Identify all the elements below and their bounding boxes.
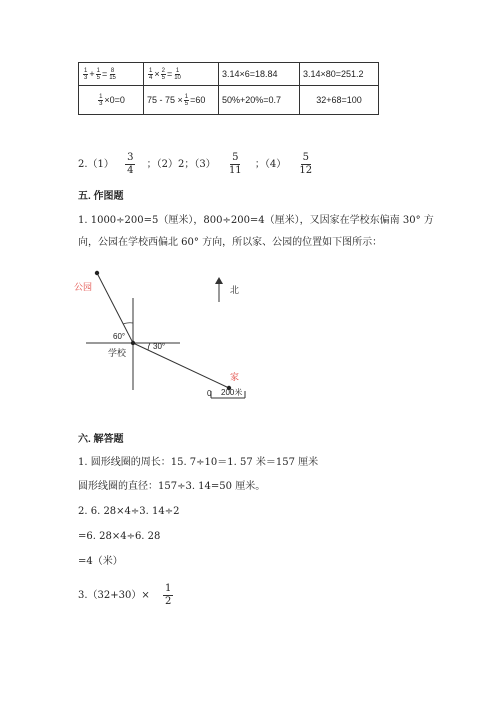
table-cell: $\frac{1}{4}$ × $\frac{2}{5}$ = $\frac{1}{10}$ bbox=[144, 63, 219, 86]
answer-line: 3.（32+30）× $\frac{1}{2}$ bbox=[78, 583, 172, 607]
school-label: 学校 bbox=[108, 348, 127, 358]
table-cell: $\frac{1}{3}$ + $\frac{1}{5}$ = $\frac{8}{15}$ bbox=[79, 63, 144, 86]
angle-30-label: 30° bbox=[153, 342, 166, 351]
north-label: 北 bbox=[230, 285, 240, 295]
scale-zero-label: 0 bbox=[207, 389, 212, 398]
question-2-line: 2.（1） $\frac{3}{4}$ ；（2）2；（3） $\frac{5}{11}$ ；（4） $\frac{5}{12}$ bbox=[78, 152, 313, 176]
table-cell: 50%+20%=0.7 bbox=[219, 86, 300, 115]
home-line bbox=[133, 343, 229, 388]
table-cell: 32+68=100 bbox=[300, 86, 379, 115]
angle-arc-60 bbox=[123, 323, 133, 324]
table-cell: 75 - 75 × $\frac{1}{5}$ =60 bbox=[144, 86, 219, 115]
table-cell: 3.14×6=18.84 bbox=[219, 63, 300, 86]
angle-arc-30 bbox=[148, 343, 150, 350]
table-cell: $\frac{1}{3}$ ×0=0 bbox=[79, 86, 144, 115]
home-label: 家 bbox=[230, 372, 240, 382]
park-label: 公园 bbox=[74, 282, 93, 292]
answer-line: 2. 6. 28×4÷3. 14÷2 bbox=[78, 506, 180, 517]
scale-length-label: 200米 bbox=[221, 388, 243, 397]
section-5-line-1: 1. 1000÷200=5（厘米），800÷200=4（厘米），又因家在学校东偏南 30° 方 bbox=[78, 215, 434, 226]
table-cell: 3.14×80=251.2 bbox=[300, 63, 379, 86]
answer-line: =6. 28×4÷6. 28 bbox=[78, 531, 161, 542]
north-arrow-icon bbox=[215, 277, 223, 284]
answer-line: 圆形线圈的直径：157÷3. 14=50 厘米。 bbox=[78, 481, 266, 492]
angle-60-label: 60° bbox=[113, 332, 126, 341]
school-point bbox=[131, 341, 135, 345]
answer-line: 1. 圆形线圈的周长：15. 7÷10＝1. 57 米＝157 厘米 bbox=[78, 457, 319, 468]
section-5-line-2: 向，公园在学校西偏北 60° 方向，所以家、公园的位置如下图所示： bbox=[78, 237, 383, 248]
section-6-heading: 六. 解答题 bbox=[78, 434, 124, 445]
park-point bbox=[95, 271, 99, 275]
section-5-heading: 五. 作图题 bbox=[78, 191, 124, 202]
answer-line: =4（米） bbox=[78, 556, 123, 567]
